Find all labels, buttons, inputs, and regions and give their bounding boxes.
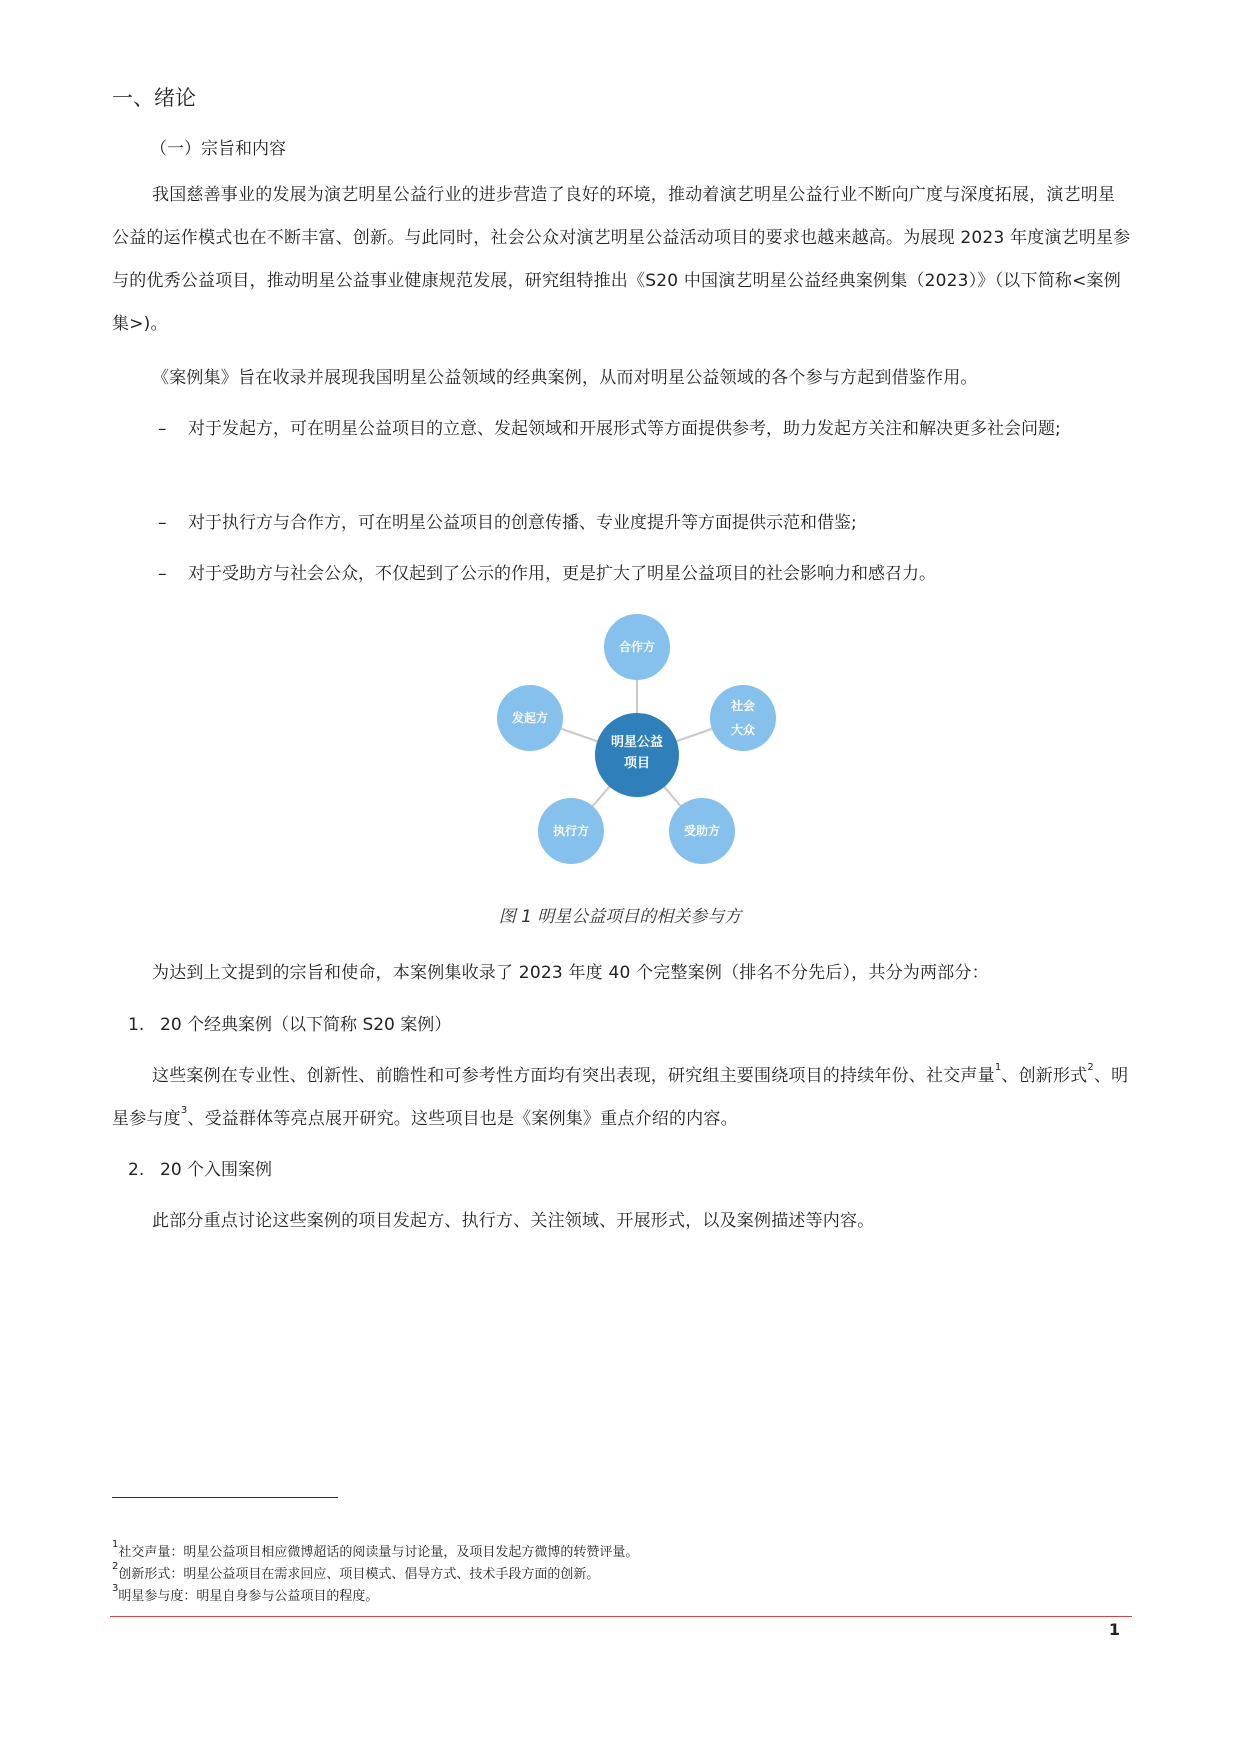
bullet-item: 对于执行方与合作方，可在明星公益项目的创意传播、专业度提升等方面提供示范和借鉴; [188,513,857,533]
figure-caption: 图 1 明星公益项目的相关参与方 [498,907,742,927]
node-bottom-left [538,798,604,864]
node-center [595,713,679,797]
node-right [710,685,776,751]
footnote-ref: 1 [994,1062,1002,1074]
classic-cases-paragraph: 这些案例在专业性、创新性、前瞻性和可参考性方面均有突出表现，研究组主要围绕项目的持续年份、社交声量$^1$、创新形式$^2$、明星参与度$^3$、受益群体等亮点展开研究。这些项目也是《案例集》重点介绍的内容。 [112,1062,1129,1129]
list-number: 1. [128,1015,145,1035]
footnote: $^1$社交声量：明星公益项目相应微博超话的阅读量与讨论量，及项目发起方微博的转赞评量。 [112,1538,639,1560]
list-number: 2. [128,1160,145,1180]
node-left [497,685,563,751]
scope-paragraph: 为达到上文提到的宗旨和使命，本案例集收录了 2023 年度 40 个完整案例（排名不分先后），共分为两部分： [152,963,989,983]
subsection-heading: （一）宗旨和内容 [150,139,286,159]
footnote-ref: 3 [180,1105,188,1117]
page-footer-rule [110,1616,1132,1617]
node-label: 社会 [730,699,756,713]
node-top [604,614,670,680]
node-label: 合作方 [618,640,656,654]
list-item-classic-cases: 20 个经典案例（以下简称 S20 案例） [160,1015,452,1035]
center-label: 明星公益 [610,735,664,750]
node-label: 执行方 [552,824,590,838]
bullet-dash: – [158,419,167,439]
footnote: $^3$明星参与度：明星自身参与公益项目的程度。 [112,1582,379,1604]
bullet-item: 对于发起方，可在明星公益项目的立意、发起领域和开展形式等方面提供参考，助力发起方关注和解决更多社会问题; [188,419,1061,439]
bullet-item: 对于受助方与社会公众，不仅起到了公示的作用，更是扩大了明星公益项目的社会影响力和感召力。 [188,564,936,584]
page-number: 1 [1108,1620,1120,1639]
bullet-dash: – [158,564,167,584]
shortlisted-paragraph: 此部分重点讨论这些案例的项目发起方、执行方、关注领域、开展形式，以及案例描述等内容。 [152,1211,875,1231]
center-label: 项目 [623,756,651,771]
footnote-divider [112,1497,338,1498]
footnote: $^2$创新形式：明星公益项目在需求回应、项目模式、倡导方式、技术手段方面的创新。 [112,1560,600,1582]
node-label: 受助方 [683,824,721,838]
list-item-shortlisted-cases: 20 个入围案例 [160,1160,273,1180]
node-label: 大众 [730,723,756,737]
section-heading: 一、绪论 [112,86,196,110]
node-label: 发起方 [511,711,549,725]
bullet-dash: – [158,513,167,533]
intro-paragraph: 我国慈善事业的发展为演艺明星公益行业的进步营造了良好的环境，推动着演艺明星公益行业不断向广度与深度拓展，演艺明星公益的运作模式也在不断丰富、创新。与此同时，社会公众对演艺明星公益活动项目的要求也越来越高。为展现 2023 年度演艺明星参与的优秀公益项目，推动明星公益事业健康规范发展，研究组特推出《S20 中国演艺明星公益经典案例集（2023）》（以下简称<案例集>)。 [112,185,1131,334]
footnote-ref: 2 [1087,1062,1094,1074]
purpose-paragraph: 《案例集》旨在收录并展现我国明星公益领域的经典案例，从而对明星公益领域的各个参与方起到借鉴作用。 [152,368,978,388]
node-bottom-right [669,798,735,864]
